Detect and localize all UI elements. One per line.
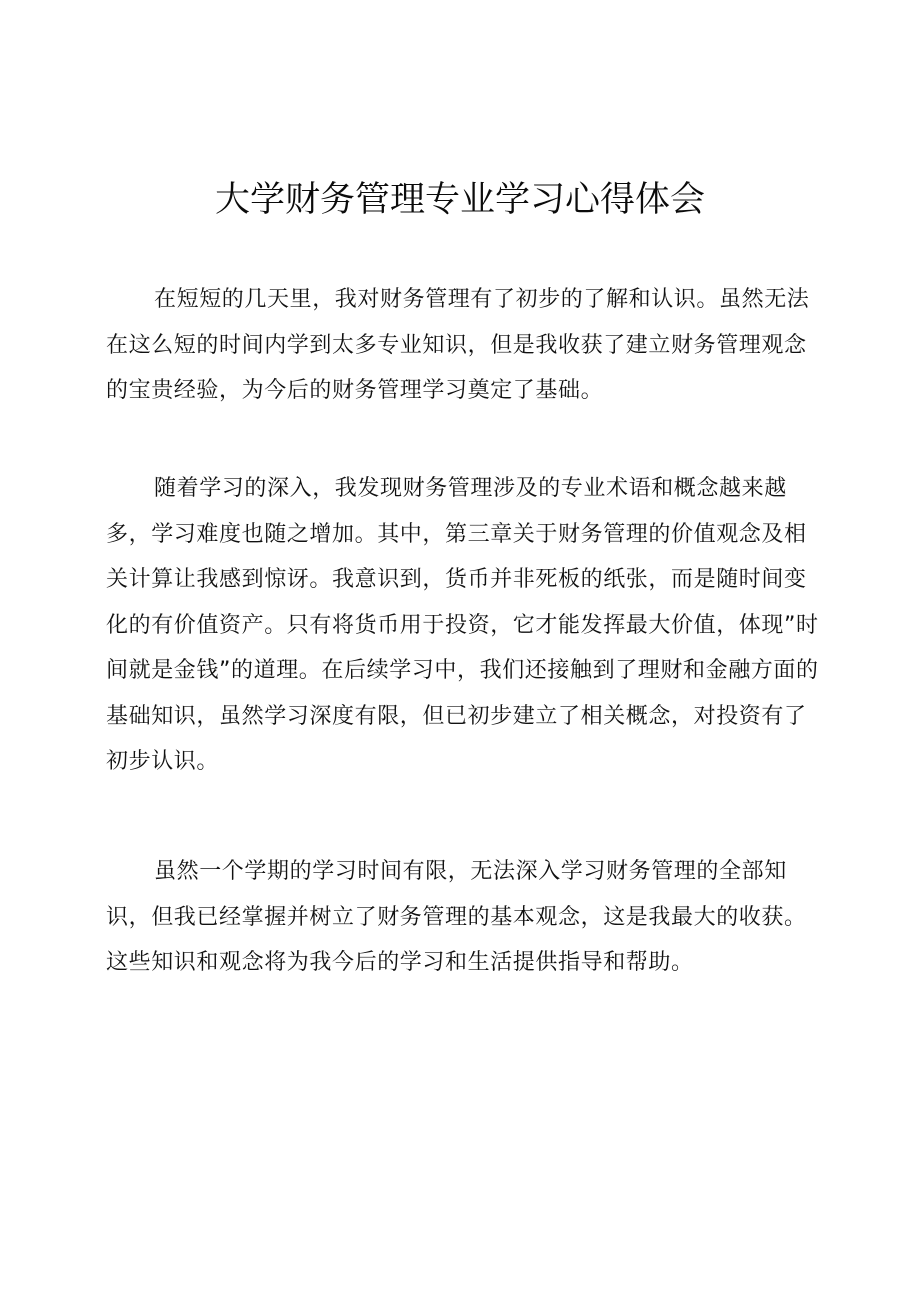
paragraph-1: 在短短的几天里，我对财务管理有了初步的了解和认识。虽然无法在这么短的时间内学到太多专业知识，但是我收获了建立财务管理观念的宝贵经验，为今后的财务管理学习奠定了基础。: [106, 287, 810, 403]
page-title: 大学财务管理专业学习心得体会: [214, 180, 705, 220]
paragraph-2: 随着学习的深入，我发现财务管理涉及的专业术语和概念越来越多，学习难度也随之增加。其中，第三章关于财务管理的价值观念及相关计算让我感到惊讶。我意识到，货币并非死板的纸张，而是随时间变化的有价值资产。只有将货币用于投资，它才能发挥最大价值，体现”时间就是金钱”的道理。在后续学习中，我们还接触到了理财和金融方面的基础知识，虽然学习深度有限，但已初步建立了相关概念，对投资有了初步认识。: [106, 476, 819, 774]
paragraph-3: 虽然一个学期的学习时间有限，无法深入学习财务管理的全部知识，但我已经掌握并树立了财务管理的基本观念，这是我最大的收获。这些知识和观念将为我今后的学习和生活提供指导和帮助。: [106, 859, 807, 975]
